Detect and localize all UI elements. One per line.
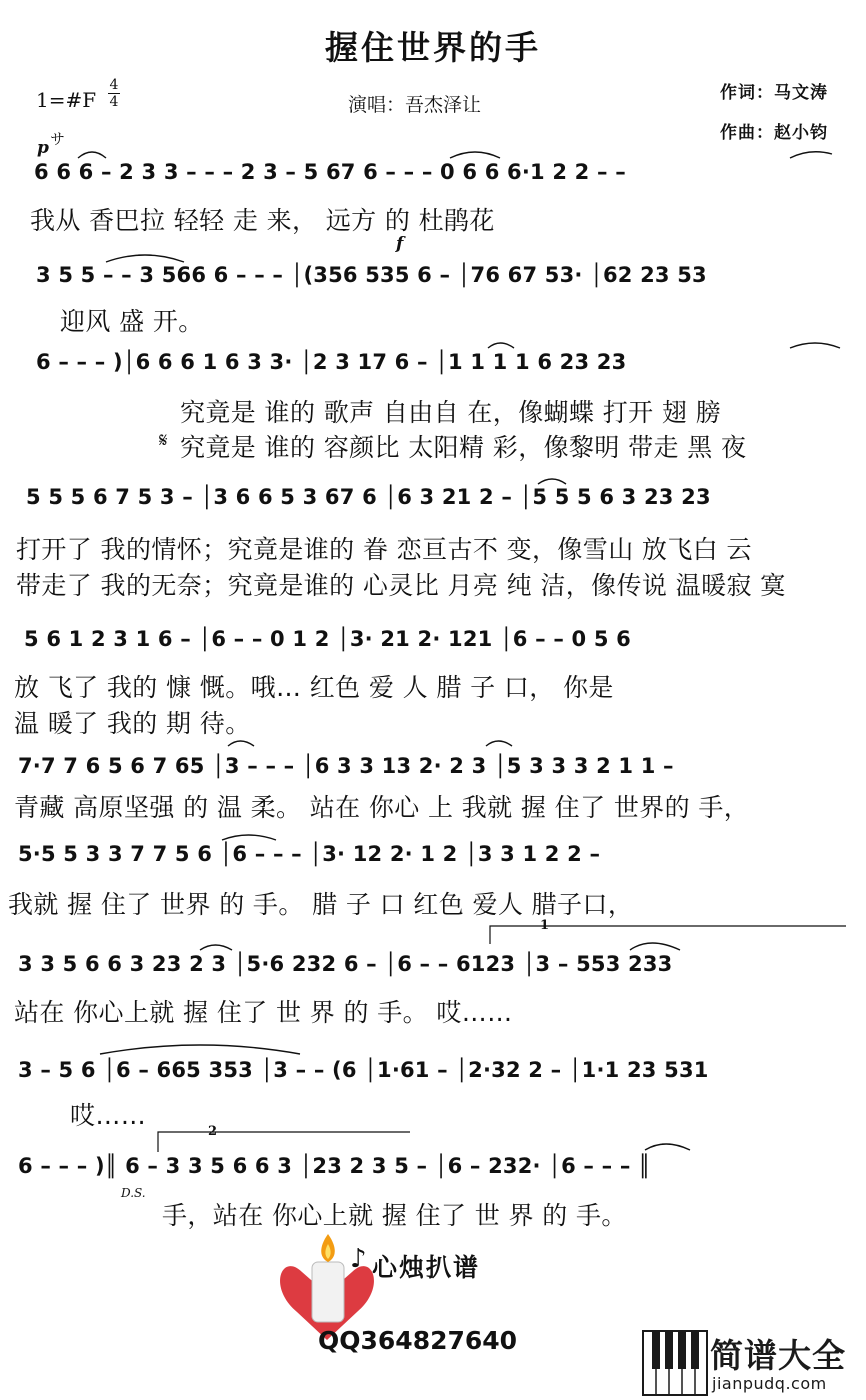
- slur-arc: [538, 479, 566, 484]
- da-segno-mark: D.S.: [121, 1186, 146, 1200]
- key-signature: 1=#F: [36, 88, 97, 112]
- watermark-name: 心烛扒谱: [372, 1253, 481, 1282]
- time-signature-bottom: 4: [109, 94, 119, 110]
- slur-arc: [790, 152, 832, 158]
- lyric-line-9: 哎……: [70, 1101, 147, 1130]
- composer-credit: 作曲：赵小钧: [720, 123, 828, 143]
- candle-icon: [312, 1262, 344, 1322]
- lyric-line-7: 我就 握 住了 世界 的 手。 腊 子 口 红色 爱人 腊子口，: [8, 890, 634, 919]
- notation-line-7: 5·5 5 3 3 7 7 5 6 │6 – – – │3· 12 2· 1 2 │3 3 1 2 2 –: [18, 842, 601, 866]
- volta-2-label: 2: [208, 1124, 218, 1139]
- tie-arc: [78, 152, 106, 158]
- slur-arc: [222, 835, 276, 840]
- slur-arc: [486, 741, 512, 746]
- dynamic-piano-mark: p: [37, 138, 49, 158]
- notation-line-3: 6 – – – )│6 6 6 1 6 3 3· │2 3 17 6 – │1 1 1 1 6 23 23: [36, 350, 627, 374]
- lyric-line-6: 青藏 高原坚强 的 温 柔。 站在 你心 上 我就 握 住了 世界的 手，: [14, 793, 750, 822]
- notation-line-4: 5 5 5 6 7 5 3 – │3 6 6 5 3 67 6 │6 3 21 2 – │5 5 5 6 3 23 23: [26, 485, 711, 509]
- lyricist-credit: 作词：马文涛: [720, 83, 828, 103]
- lyric-line-2: 迎风 盛 开。: [60, 307, 204, 336]
- tie-arc: [106, 255, 184, 262]
- singer-credit: 演唱：吾杰泽让: [348, 94, 482, 116]
- lyric-line-3b: 究竟是 谁的 容颜比 太阳精 彩，像黎明 带走 黑 夜: [180, 433, 747, 462]
- song-title: 握住世界的手: [325, 28, 541, 67]
- volta-1-bracket: [490, 926, 846, 944]
- site-logo-text: 简谱大全: [710, 1336, 846, 1375]
- volta-1-label: 1: [540, 918, 550, 933]
- notation-line-10: 6 – – – )║ 6 – 3 3 5 6 6 3 │23 2 3 5 – │6 – 232· │6 – – – ║: [18, 1154, 651, 1178]
- slur-arc: [630, 943, 680, 950]
- volta-2-bracket: [158, 1132, 410, 1152]
- notation-line-6: 7·7 7 6 5 6 7 65 │3 – – – │6 3 3 13 2· 2 3 │5 3 3 3 2 1 1 –: [18, 754, 674, 778]
- tempo-free-mark: サ: [50, 130, 66, 148]
- notation-line-8: 3 3 5 6 6 3 23 2 3 │5·6 232 6 – │6 – – 6123 │3 – 553 233: [18, 952, 673, 976]
- notation-line-2: 3 5 5 – – 3 566 6 – – – │(356 535 6 – │76 67 53· │62 23 53: [36, 263, 707, 287]
- tie-arc: [790, 343, 840, 348]
- watermark-qq: QQ364827640: [318, 1326, 518, 1355]
- lyric-line-8: 站在 你心上就 握 住了 世 界 的 手。 哎……: [14, 998, 513, 1027]
- dynamic-forte-mark: f: [396, 234, 404, 254]
- slur-arc: [228, 741, 254, 746]
- lyric-line-1: 我从 香巴拉 轻轻 走 来， 远方 的 杜鹃花: [30, 206, 495, 235]
- lyric-line-4b: 带走了 我的无奈；究竟是谁的 心灵比 月亮 纯 洁，像传说 温暖寂 寞: [16, 571, 786, 600]
- time-signature-top: 4: [109, 77, 119, 93]
- lyric-line-5a: 放 飞了 我的 慷 慨。哦… 红色 爱 人 腊 子 口， 你是: [14, 673, 614, 702]
- slur-arc: [488, 343, 514, 348]
- slur-arc: [100, 1045, 300, 1054]
- slur-arc: [200, 945, 232, 950]
- notation-line-1: 6 6 6 – 2 3 3 – – – 2 3 – 5 67 6 – – – 0 6 6 6·1 2 2 – –: [34, 160, 626, 184]
- lyric-line-5b: 温 暖了 我的 期 待。: [14, 709, 251, 738]
- notation-line-5: 5 6 1 2 3 1 6 – │6 – – 0 1 2 │3· 21 2· 121 │6 – – 0 5 6: [24, 627, 631, 651]
- slur-arc: [645, 1144, 690, 1150]
- slur-arc: [450, 152, 500, 158]
- notation-line-9: 3 – 5 6 │6 – 665 353 │3 – – (6 │1·61 – │2·32 2 – │1·1 23 531: [18, 1058, 709, 1082]
- lyric-line-10: 手，站在 你心上就 握 住了 世 界 的 手。: [162, 1201, 627, 1230]
- lyric-line-3a: 究竟是 谁的 歌声 自由自 在，像蝴蝶 打开 翅 膀: [180, 398, 722, 427]
- site-logo-url[interactable]: jianpudq.com: [712, 1374, 827, 1393]
- music-note-icon: ♪: [350, 1244, 367, 1274]
- piano-keys-icon: [642, 1330, 708, 1396]
- lyric-line-4a: 打开了 我的情怀；究竟是谁的 眷 恋亘古不 变，像雪山 放飞白 云: [16, 535, 752, 564]
- segno-mark: 𝄋: [159, 428, 168, 452]
